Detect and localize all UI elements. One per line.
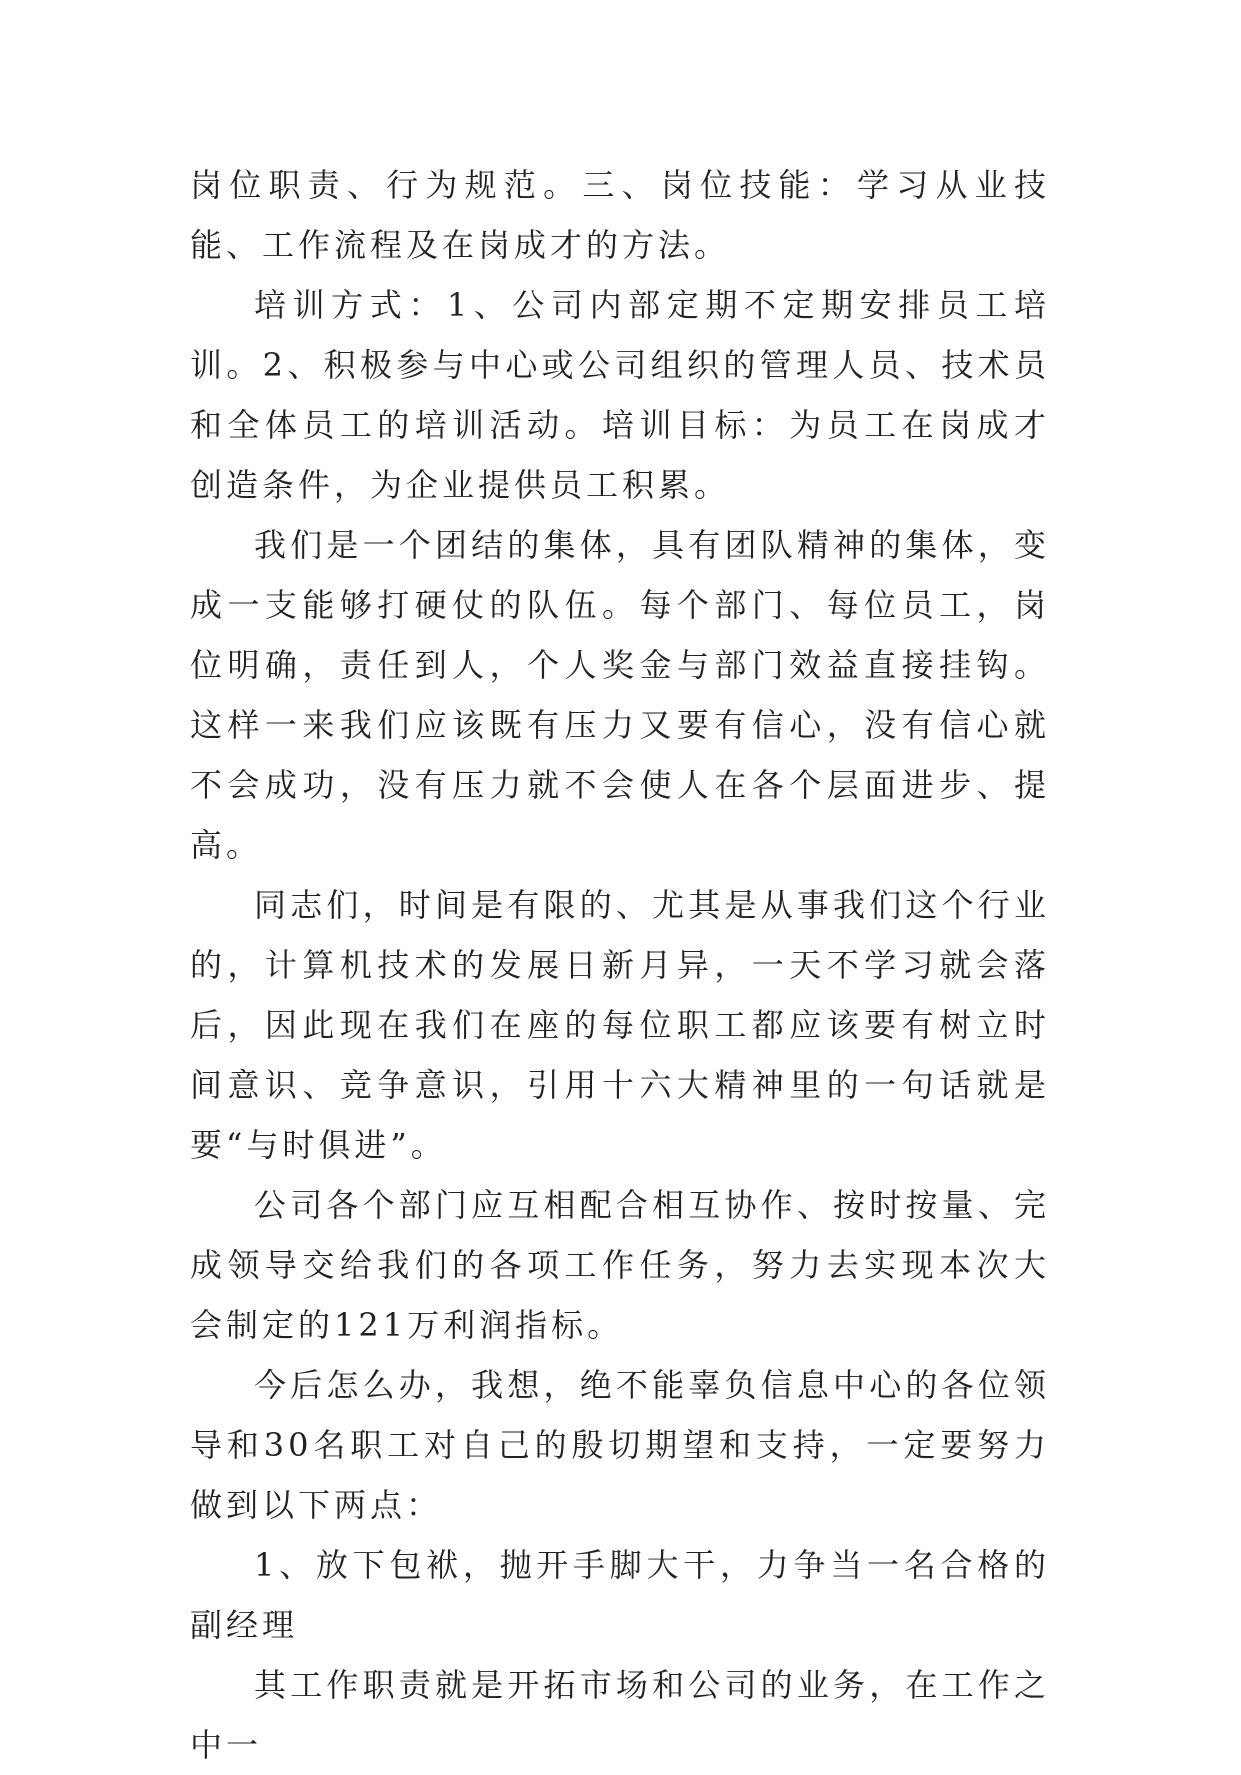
paragraph-8: 其工作职责就是开拓市场和公司的业务，在工作之中一 — [190, 1666, 1050, 1764]
paragraph-6: 今后怎么办，我想，绝不能辜负信息中心的各位领导和30名职工对自己的殷切期望和支持，一定要努力做到以下两点： — [190, 1366, 1050, 1524]
paragraph-1: 岗位职责、行为规范。三、岗位技能：学习从业技能、工作流程及在岗成才的方法。 — [190, 166, 1050, 264]
paragraph-2: 培训方式：1、公司内部定期不定期安排员工培训。2、积极参与中心或公司组织的管理人员、技术员和全体员工的培训活动。培训目标：为员工在岗成才创造条件，为企业提供员工积累。 — [190, 286, 1050, 504]
paragraph-5: 公司各个部门应互相配合相互协作、按时按量、完成领导交给我们的各项工作任务，努力去实现本次大会制定的121万利润指标。 — [190, 1186, 1050, 1344]
paragraph-4: 同志们，时间是有限的、尤其是从事我们这个行业的，计算机技术的发展日新月异，一天不学习就会落后，因此现在我们在座的每位职工都应该要有树立时间意识、竞争意识，引用十六大精神里的一句话就是要“与时俱进”。 — [190, 886, 1050, 1164]
paragraph-3: 我们是一个团结的集体，具有团队精神的集体，变成一支能够打硬仗的队伍。每个部门、每位员工，岗位明确，责任到人，个人奖金与部门效益直接挂钩。这样一来我们应该既有压力又要有信心，没有信心就不会成功，没有压力就不会使人在各个层面进步、提高。 — [190, 526, 1050, 864]
document-body — [190, 155, 1050, 1775]
paragraph-7: 1、放下包袱，抛开手脚大干，力争当一名合格的副经理 — [190, 1546, 1050, 1644]
